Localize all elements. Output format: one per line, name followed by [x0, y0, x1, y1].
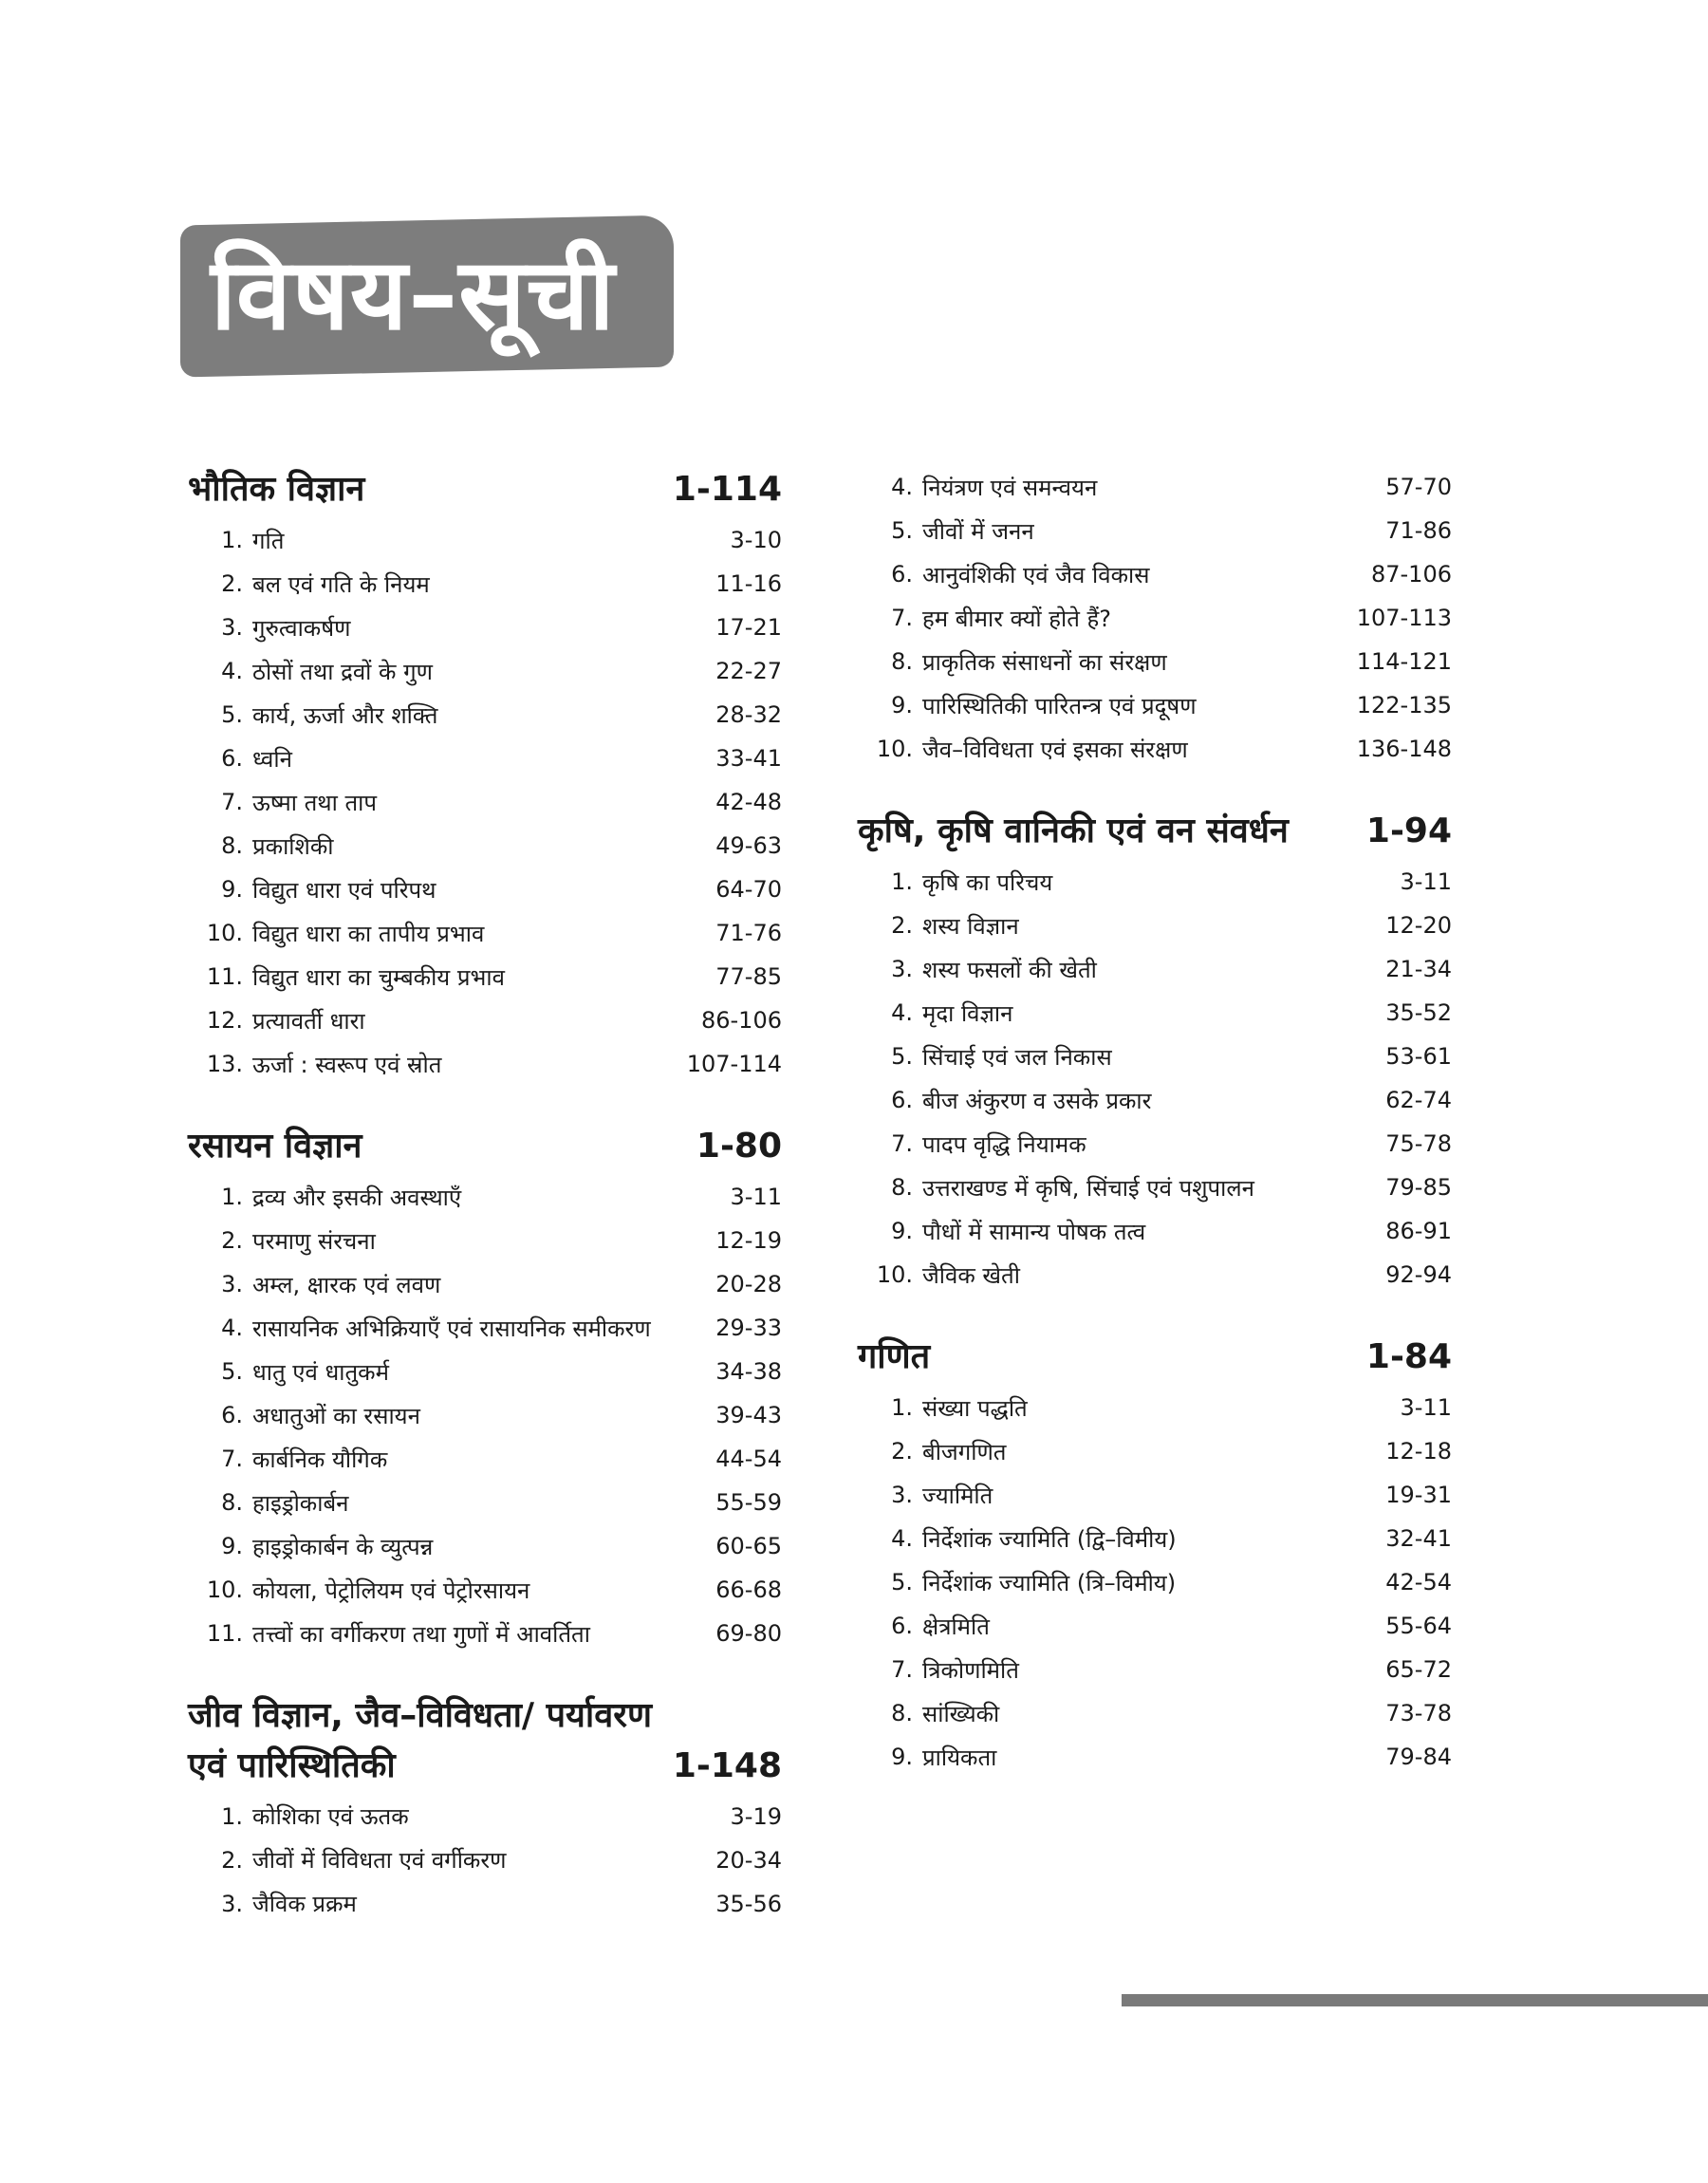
- chapter-pages: 19-31: [1385, 1482, 1452, 1509]
- chapter-entry[interactable]: [858, 465, 1452, 509]
- chapter-number: 7.: [221, 789, 243, 816]
- chapter-number: 5.: [891, 1569, 913, 1596]
- page-title: विषय–सूची: [211, 236, 616, 352]
- chapter-number: 7.: [221, 1446, 243, 1473]
- chapter-number: 12.: [206, 1007, 243, 1035]
- chapter-number: 3.: [891, 1482, 913, 1509]
- chapter-entry[interactable]: [858, 947, 1452, 991]
- chapter-pages: 114-121: [1356, 648, 1452, 675]
- chapter-pages: 32-41: [1385, 1525, 1452, 1553]
- chapter-number: 4.: [221, 1315, 243, 1342]
- chapter-pages: 71-86: [1385, 517, 1452, 544]
- chapter-entry[interactable]: [188, 562, 782, 606]
- chapter-pages: 77-85: [715, 963, 782, 991]
- chapter-pages: 62-74: [1385, 1087, 1452, 1114]
- chapter-pages: 44-54: [715, 1446, 782, 1473]
- chapter-number: 3.: [221, 614, 243, 642]
- chapter-entry[interactable]: [188, 1524, 782, 1568]
- chapter-title: बीजगणित: [922, 1438, 1007, 1465]
- chapter-entry[interactable]: [858, 1209, 1452, 1253]
- chapter-number: 1.: [891, 868, 913, 896]
- chapter-title: प्राकृतिक संसाधनों का संरक्षण: [922, 648, 1167, 676]
- chapter-number: 9.: [891, 1744, 913, 1771]
- chapter-number: 9.: [221, 876, 243, 904]
- chapter-title: प्रकाशिकी: [252, 832, 334, 860]
- toc-section: [858, 465, 1452, 771]
- chapter-pages: 92-94: [1385, 1261, 1452, 1289]
- chapter-entry[interactable]: [858, 1035, 1452, 1078]
- chapter-title: निर्देशांक ज्यामिति (द्वि–विमीय): [922, 1525, 1177, 1553]
- chapter-pages: 66-68: [715, 1577, 782, 1604]
- section-heading[interactable]: [858, 807, 1452, 856]
- chapter-pages: 75-78: [1385, 1130, 1452, 1158]
- chapter-pages: 3-19: [730, 1802, 782, 1830]
- chapter-number: 9.: [891, 692, 913, 718]
- chapter-title: क्षेत्रमिति: [922, 1613, 990, 1640]
- chapter-pages: 79-85: [1385, 1174, 1452, 1202]
- chapter-pages: 12-18: [1385, 1438, 1452, 1465]
- chapter-title: सिंचाई एवं जल निकास: [922, 1043, 1112, 1071]
- section-heading[interactable]: [858, 1333, 1452, 1382]
- chapter-entry[interactable]: [188, 1882, 782, 1926]
- chapter-entry[interactable]: [858, 1473, 1452, 1517]
- chapter-number: 4.: [891, 1525, 913, 1553]
- chapter-entry[interactable]: [858, 596, 1452, 640]
- section-page-range: 1-80: [696, 1127, 782, 1166]
- chapter-pages: 87-106: [1370, 561, 1452, 588]
- chapter-number: 4.: [221, 658, 243, 685]
- chapter-number: 6.: [891, 1613, 913, 1640]
- chapter-title: परमाणु संरचना: [252, 1227, 376, 1255]
- chapter-number: 2.: [221, 1227, 243, 1255]
- chapter-entry[interactable]: [858, 1386, 1452, 1429]
- section-page-range: 1-84: [1365, 1337, 1452, 1377]
- chapter-number: 1.: [221, 1184, 243, 1211]
- chapter-title: विद्युत धारा एवं परिपथ: [252, 876, 436, 904]
- chapter-entry[interactable]: [858, 1078, 1452, 1122]
- chapter-pages: 35-52: [1385, 999, 1452, 1027]
- chapter-pages: 20-28: [715, 1271, 782, 1298]
- chapter-number: 3.: [891, 956, 913, 983]
- chapter-number: 8.: [891, 1700, 913, 1727]
- chapter-title: प्रत्यावर्ती धारा: [252, 1007, 365, 1035]
- chapter-entry[interactable]: [188, 998, 782, 1042]
- chapter-entry[interactable]: [858, 1560, 1452, 1604]
- chapter-title: बीज अंकुरण व उसके प्रकार: [922, 1087, 1152, 1114]
- chapter-entry[interactable]: [188, 824, 782, 868]
- chapter-entry[interactable]: [858, 904, 1452, 947]
- section-title: भौतिक विज्ञान: [188, 470, 365, 509]
- chapter-title: अम्ल, क्षारक एवं लवण: [252, 1271, 441, 1298]
- chapter-pages: 3-11: [1400, 868, 1452, 896]
- chapter-entry[interactable]: [188, 1568, 782, 1612]
- chapter-entry[interactable]: [188, 1393, 782, 1437]
- chapter-number: 2.: [221, 1846, 243, 1874]
- chapter-entry[interactable]: [858, 1691, 1452, 1735]
- chapter-number: 6.: [221, 745, 243, 773]
- section-heading[interactable]: [188, 465, 782, 514]
- chapter-number: 1.: [891, 1394, 913, 1422]
- chapter-entry[interactable]: [188, 693, 782, 737]
- chapter-number: 5.: [891, 517, 913, 544]
- chapter-pages: 122-135: [1356, 692, 1452, 718]
- chapter-entry[interactable]: [858, 509, 1452, 552]
- chapter-number: 5.: [221, 701, 243, 729]
- chapter-entry[interactable]: [858, 1604, 1452, 1648]
- chapter-entry[interactable]: [858, 727, 1452, 771]
- chapter-entry[interactable]: [858, 991, 1452, 1035]
- chapter-number: 2.: [891, 912, 913, 940]
- chapter-pages: 79-84: [1385, 1744, 1452, 1771]
- chapter-pages: 73-78: [1385, 1700, 1452, 1727]
- chapter-title: पौधों में सामान्य पोषक तत्व: [922, 1218, 1146, 1245]
- chapter-entry[interactable]: [858, 1517, 1452, 1560]
- chapter-entry[interactable]: [858, 1648, 1452, 1691]
- toc-left-column: [188, 465, 782, 1962]
- chapter-title: गुरुत्वाकर्षण: [252, 614, 351, 642]
- chapter-number: 11.: [206, 1620, 243, 1648]
- chapter-title: पारिस्थितिकी पारितन्त्र एवं प्रदूषण: [922, 692, 1197, 719]
- chapter-pages: 107-114: [686, 1051, 782, 1078]
- chapter-pages: 69-80: [715, 1620, 782, 1648]
- chapter-title: जैविक प्रक्रम: [252, 1891, 357, 1918]
- chapter-title: धातु एवं धातुकर्म: [252, 1358, 389, 1386]
- chapter-pages: 57-70: [1385, 474, 1452, 500]
- chapter-number: 8.: [221, 832, 243, 860]
- chapter-pages: 136-148: [1356, 736, 1452, 762]
- chapter-title: हाइड्रोकार्बन के व्युत्पन्न: [252, 1533, 434, 1560]
- chapter-entry[interactable]: [188, 955, 782, 998]
- section-heading[interactable]: [188, 1691, 782, 1790]
- chapter-number: 6.: [891, 561, 913, 588]
- chapter-number: 1.: [221, 527, 243, 554]
- chapter-title: निर्देशांक ज्यामिति (त्रि–विमीय): [922, 1569, 1177, 1596]
- chapter-number: 1.: [221, 1802, 243, 1830]
- chapter-number: 6.: [891, 1087, 913, 1114]
- footer-divider: [1122, 1994, 1708, 2006]
- chapter-pages: 39-43: [715, 1402, 782, 1429]
- chapter-title: विद्युत धारा का तापीय प्रभाव: [252, 920, 485, 947]
- chapter-title: ज्यामिति: [922, 1482, 993, 1509]
- chapter-number: 10.: [206, 1577, 243, 1604]
- chapter-title: संख्या पद्धति: [922, 1394, 1028, 1422]
- chapter-pages: 42-54: [1385, 1569, 1452, 1596]
- chapter-pages: 12-19: [715, 1227, 782, 1255]
- chapter-entry[interactable]: [188, 911, 782, 955]
- chapter-number: 8.: [891, 648, 913, 675]
- chapter-pages: 3-11: [1400, 1394, 1452, 1422]
- chapter-title: कृषि का परिचय: [922, 868, 1053, 896]
- chapter-pages: 55-59: [715, 1489, 782, 1517]
- chapter-title: हम बीमार क्यों होते हैं?: [922, 605, 1112, 632]
- section-title: जीव विज्ञान, जैव–विविधता/ पर्यावरण एवं पारिस्थितिकी: [188, 1696, 653, 1785]
- chapter-entry[interactable]: [188, 1175, 782, 1219]
- chapter-pages: 49-63: [715, 832, 782, 860]
- chapter-title: विद्युत धारा का चुम्बकीय प्रभाव: [252, 963, 505, 991]
- chapter-pages: 60-65: [715, 1533, 782, 1560]
- chapter-pages: 21-34: [1385, 956, 1452, 983]
- chapter-pages: 107-113: [1356, 605, 1452, 631]
- chapter-number: 10.: [876, 1261, 913, 1289]
- chapter-pages: 64-70: [715, 876, 782, 904]
- chapter-entry[interactable]: [188, 1042, 782, 1086]
- chapter-pages: 86-106: [700, 1007, 782, 1035]
- chapter-title: शस्य विज्ञान: [922, 912, 1019, 940]
- chapter-title: जीवों में जनन: [922, 517, 1034, 545]
- section-title: रसायन विज्ञान: [188, 1127, 362, 1166]
- chapter-entry[interactable]: [188, 1612, 782, 1655]
- chapter-pages: 33-41: [715, 745, 782, 773]
- chapter-entry[interactable]: [858, 1429, 1452, 1473]
- chapter-title: ठोसों तथा द्रवों के गुण: [252, 658, 433, 685]
- toc-section: [188, 1122, 782, 1655]
- chapter-pages: 55-64: [1385, 1613, 1452, 1640]
- chapter-number: 7.: [891, 605, 913, 631]
- chapter-title: ऊष्मा तथा ताप: [252, 789, 378, 816]
- chapter-title: हाइड्रोकार्बन: [252, 1489, 349, 1517]
- chapter-entry[interactable]: [858, 860, 1452, 904]
- chapter-title: गति: [252, 527, 285, 554]
- chapter-number: 10.: [206, 920, 243, 947]
- chapter-number: 9.: [891, 1218, 913, 1245]
- chapter-pages: 42-48: [715, 789, 782, 816]
- chapter-entry[interactable]: [188, 1437, 782, 1481]
- toc-section: [188, 1691, 782, 1925]
- chapter-title: प्रायिकता: [922, 1744, 997, 1771]
- chapter-title: अधातुओं का रसायन: [252, 1402, 420, 1429]
- chapter-title: कार्बनिक यौगिक: [252, 1446, 388, 1473]
- section-page-range: 1-148: [672, 1745, 782, 1785]
- chapter-entry[interactable]: [858, 1253, 1452, 1297]
- chapter-title: ऊर्जा : स्वरूप एवं स्रोत: [252, 1051, 442, 1078]
- chapter-number: 4.: [891, 474, 913, 500]
- chapter-number: 7.: [891, 1656, 913, 1684]
- chapter-title: रासायनिक अभिक्रियाएँ एवं रासायनिक समीकरण: [252, 1315, 651, 1342]
- chapter-entry[interactable]: [188, 606, 782, 649]
- section-page-range: 1-94: [1365, 812, 1452, 850]
- chapter-pages: 86-91: [1385, 1218, 1452, 1245]
- toc-right-column: [858, 465, 1452, 1815]
- chapter-entry[interactable]: [188, 1838, 782, 1882]
- chapter-pages: 28-32: [715, 701, 782, 729]
- chapter-pages: 22-27: [715, 658, 782, 685]
- chapter-number: 4.: [891, 999, 913, 1027]
- chapter-pages: 29-33: [715, 1315, 782, 1342]
- chapter-title: कार्य, ऊर्जा और शक्ति: [252, 701, 438, 729]
- toc-section: [188, 465, 782, 1086]
- chapter-title: जैविक खेती: [922, 1261, 1020, 1289]
- chapter-entry[interactable]: [188, 1795, 782, 1838]
- chapter-title: मृदा विज्ञान: [922, 999, 1013, 1027]
- chapter-title: नियंत्रण एवं समन्वयन: [922, 474, 1098, 501]
- chapter-entry[interactable]: [188, 649, 782, 693]
- chapter-title: सांख्यिकी: [922, 1700, 1000, 1727]
- chapter-title: त्रिकोणमिति: [922, 1656, 1019, 1684]
- chapter-pages: 3-11: [730, 1184, 782, 1211]
- chapter-title: आनुवंशिकी एवं जैव विकास: [922, 561, 1150, 588]
- chapter-pages: 12-20: [1385, 912, 1452, 940]
- chapter-entry[interactable]: [188, 780, 782, 824]
- chapter-entry[interactable]: [188, 1350, 782, 1393]
- chapter-number: 9.: [221, 1533, 243, 1560]
- chapter-title: जैव–विविधता एवं इसका संरक्षण: [922, 736, 1188, 763]
- chapter-pages: 65-72: [1385, 1656, 1452, 1684]
- chapter-number: 5.: [891, 1043, 913, 1071]
- chapter-entry[interactable]: [858, 640, 1452, 683]
- chapter-title: पादप वृद्धि नियामक: [922, 1130, 1086, 1158]
- chapter-number: 10.: [876, 736, 913, 762]
- chapter-pages: 17-21: [715, 614, 782, 642]
- chapter-number: 11.: [206, 963, 243, 991]
- chapter-pages: 53-61: [1385, 1043, 1452, 1071]
- chapter-number: 3.: [221, 1271, 243, 1298]
- chapter-pages: 35-56: [715, 1890, 782, 1917]
- chapter-title: ध्वनि: [252, 745, 292, 773]
- chapter-number: 6.: [221, 1402, 243, 1429]
- chapter-title: बल एवं गति के नियम: [252, 570, 430, 598]
- chapter-title: शस्य फसलों की खेती: [922, 956, 1097, 983]
- chapter-entry[interactable]: [858, 1122, 1452, 1166]
- chapter-entry[interactable]: [188, 1219, 782, 1262]
- chapter-title: द्रव्य और इसकी अवस्थाएँ: [252, 1184, 462, 1211]
- chapter-number: 2.: [221, 570, 243, 598]
- chapter-pages: 34-38: [715, 1358, 782, 1386]
- section-title: गणित: [858, 1337, 931, 1377]
- chapter-entry[interactable]: [188, 868, 782, 911]
- chapter-number: 13.: [206, 1051, 243, 1078]
- chapter-entry[interactable]: [188, 518, 782, 562]
- chapter-number: 5.: [221, 1358, 243, 1386]
- chapter-title: कोशिका एवं ऊतक: [252, 1803, 409, 1831]
- chapter-entry[interactable]: [858, 1166, 1452, 1209]
- chapter-number: 8.: [891, 1174, 913, 1202]
- chapter-number: 3.: [221, 1890, 243, 1917]
- section-title: कृषि, कृषि वानिकी एवं वन संवर्धन: [858, 812, 1289, 850]
- chapter-title: उत्तराखण्ड में कृषि, सिंचाई एवं पशुपालन: [922, 1174, 1254, 1202]
- chapter-pages: 3-10: [730, 527, 782, 554]
- chapter-entry[interactable]: [858, 1735, 1452, 1779]
- toc-section: [858, 1333, 1452, 1779]
- chapter-pages: 20-34: [715, 1846, 782, 1874]
- chapter-entry[interactable]: [188, 1481, 782, 1524]
- chapter-pages: 71-76: [715, 920, 782, 947]
- chapter-entry[interactable]: [188, 1262, 782, 1306]
- section-heading[interactable]: [188, 1122, 782, 1171]
- chapter-entry[interactable]: [858, 683, 1452, 727]
- chapter-pages: 11-16: [715, 570, 782, 598]
- chapter-number: 8.: [221, 1489, 243, 1517]
- chapter-title: जीवों में विविधता एवं वर्गीकरण: [252, 1847, 507, 1875]
- chapter-number: 2.: [891, 1438, 913, 1465]
- chapter-entry[interactable]: [188, 737, 782, 780]
- chapter-title: तत्त्वों का वर्गीकरण तथा गुणों में आवर्तिता: [252, 1620, 590, 1648]
- section-page-range: 1-114: [672, 470, 782, 509]
- chapter-number: 7.: [891, 1130, 913, 1158]
- chapter-title: कोयला, पेट्रोलियम एवं पेट्रोरसायन: [252, 1577, 530, 1604]
- chapter-entry[interactable]: [858, 552, 1452, 596]
- toc-section: [858, 807, 1452, 1297]
- chapter-entry[interactable]: [188, 1306, 782, 1350]
